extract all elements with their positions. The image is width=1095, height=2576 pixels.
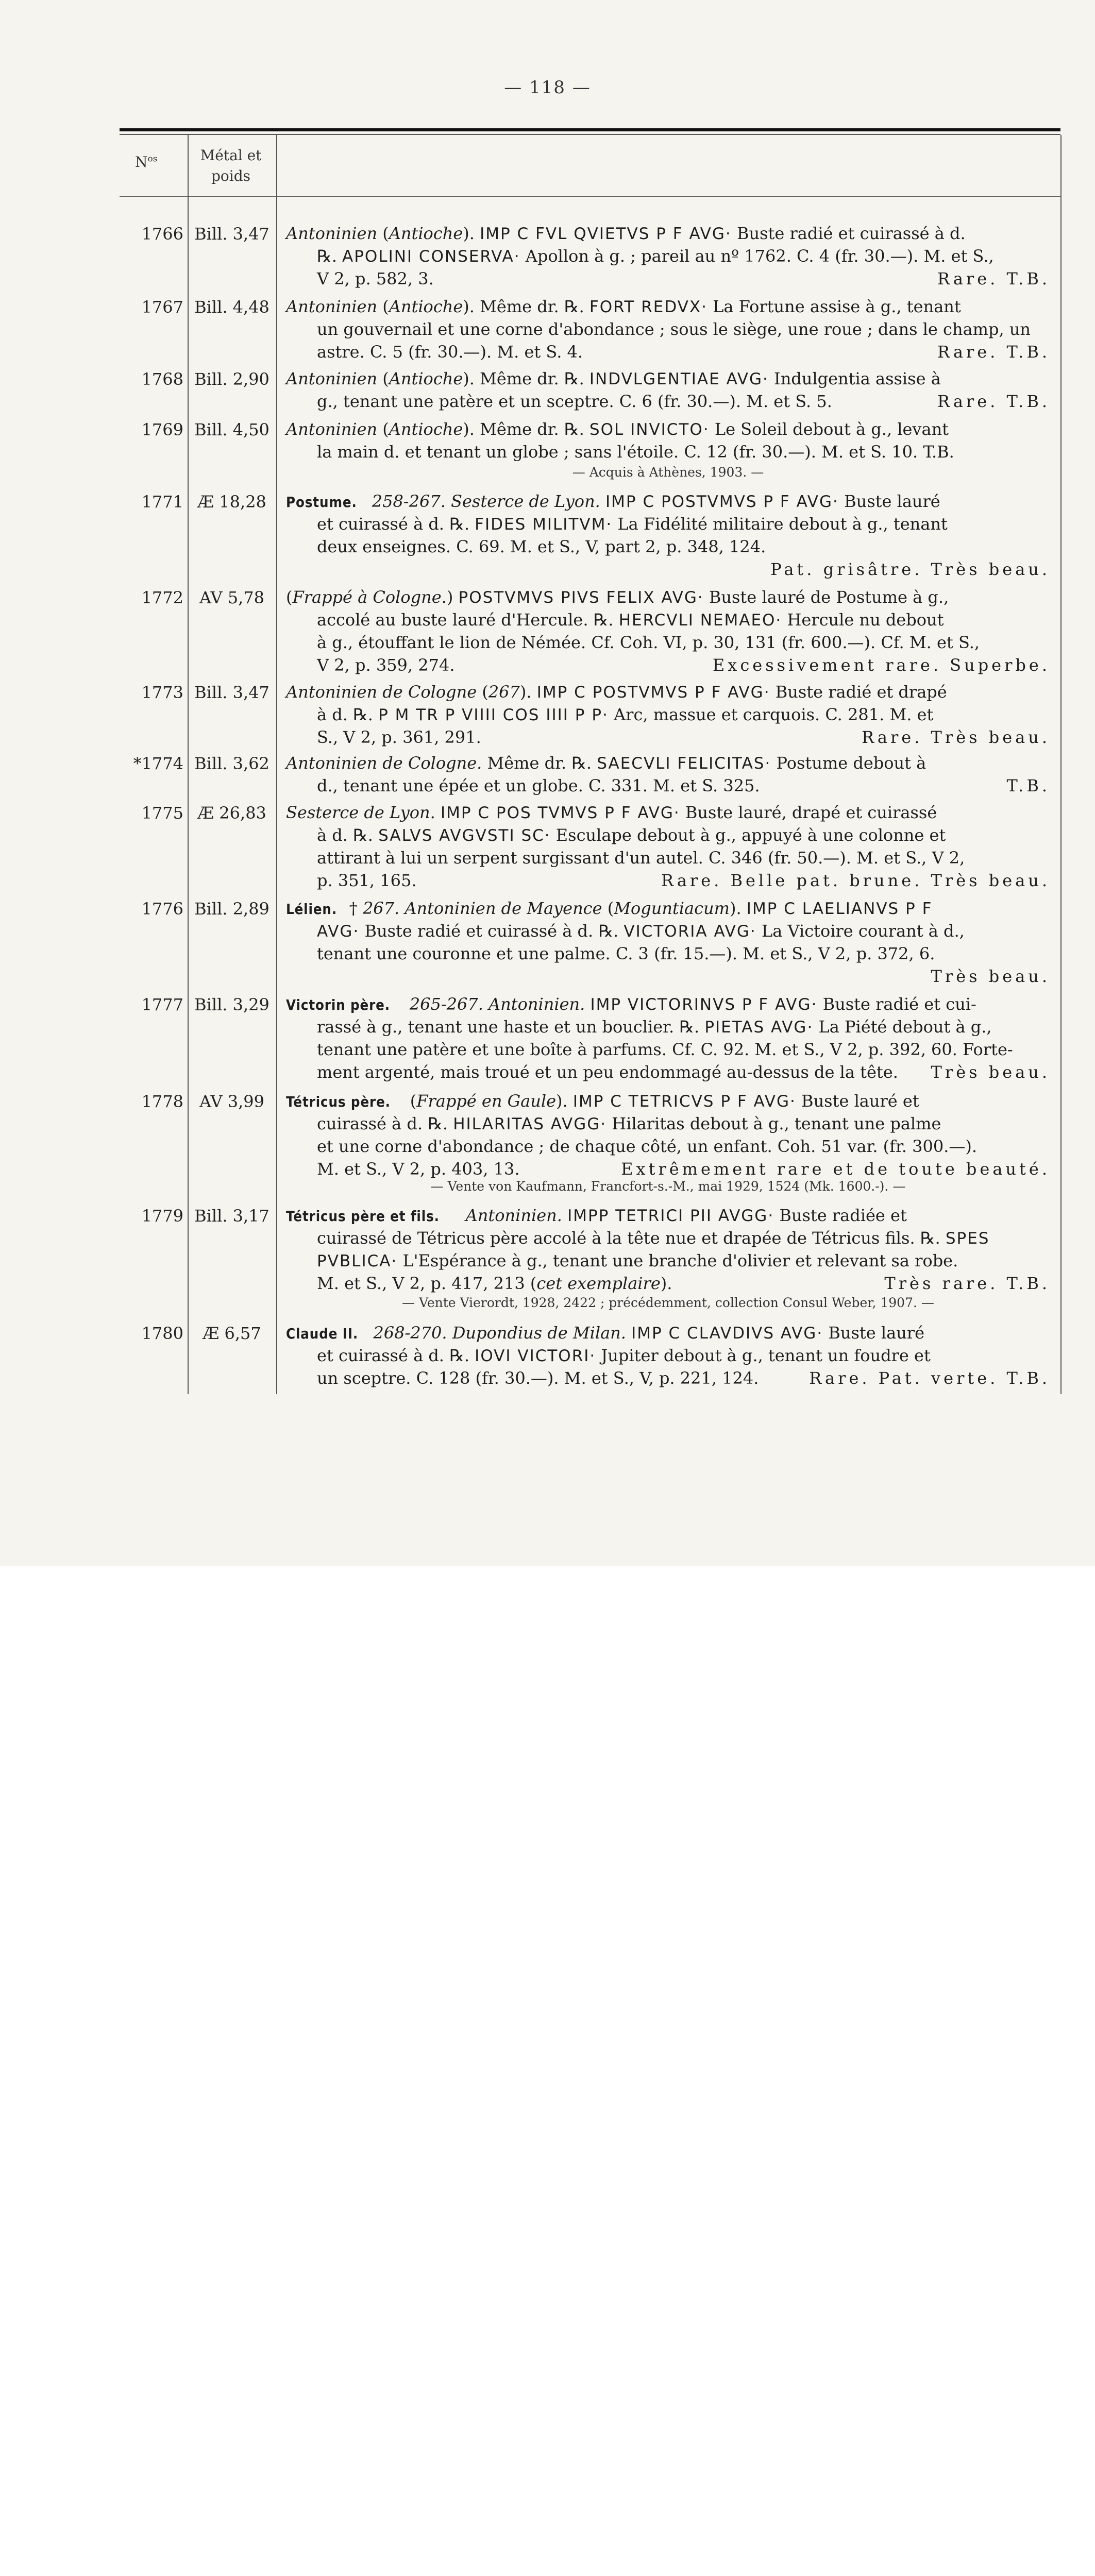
- emperor-name: Tétricus père et fils.: [286, 1208, 440, 1225]
- text-run: p. 351, 165.: [317, 871, 417, 890]
- entry-description-line: [286, 1322, 1050, 1345]
- entry-metal-weight: Bill. 3,29: [194, 995, 269, 1014]
- entry-description-line: [317, 1136, 1050, 1157]
- text-run: à d. ℞.: [317, 825, 379, 845]
- text-run: à g., étouffant le lion de Némée. Cf. Coh. VI, p. 30, 131 (fr. 600.—). Cf. M. et S.,: [317, 633, 980, 652]
- rarity-grade: Très beau.: [931, 967, 1050, 986]
- header-metal-label: Métal et poids: [200, 147, 262, 184]
- coin-legend: IMP C FVL QVIETVS P F AVG·: [480, 225, 732, 243]
- italic-text: Antioche: [389, 419, 463, 439]
- text-run: (: [405, 1091, 417, 1111]
- entry-description-line: [286, 296, 1050, 318]
- header-rule-thin: [120, 134, 1060, 135]
- rarity-grade: Rare. Très beau.: [862, 727, 1050, 747]
- entry-description-line: [317, 558, 1050, 580]
- text-run: [585, 994, 590, 1014]
- italic-text: Antioche: [389, 369, 463, 388]
- coin-legend: FORT REDVX·: [589, 298, 707, 316]
- entry-description-line: [317, 1273, 1050, 1294]
- italic-text: Antoninien: [286, 419, 378, 439]
- text-run: (: [286, 587, 293, 607]
- emperor-name: Claude II.: [286, 1325, 359, 1342]
- text-run: ): [446, 587, 459, 607]
- coin-legend: IMPP TETRICI PII AVGG·: [567, 1207, 774, 1225]
- entry-number: 1778: [141, 1092, 183, 1111]
- entry-description-line: [286, 368, 1050, 390]
- coin-legend: FIDES MILITVM·: [475, 515, 613, 534]
- text-run: [367, 492, 372, 511]
- coin-legend: APOLINI CONSERVA·: [342, 247, 520, 266]
- entry-description-line: [286, 1090, 1050, 1113]
- italic-text: Antoninien: [286, 224, 378, 243]
- text-run: à d. ℞.: [317, 705, 379, 724]
- text-run: Buste radié et drapé: [770, 682, 947, 702]
- coin-legend: AVG·: [317, 922, 360, 941]
- text-run: V 2, p. 359, 274.: [317, 655, 455, 675]
- rarity-grade: Rare. T.B.: [937, 392, 1050, 411]
- entry-description-line: [317, 654, 1050, 676]
- entry-description-line: [317, 920, 1050, 942]
- coin-legend: PIETAS AVG·: [704, 1018, 814, 1037]
- italic-text: 267: [488, 682, 520, 702]
- rarity-grade: Excessivement rare. Superbe.: [712, 655, 1050, 675]
- entry-description-line: [317, 726, 1050, 748]
- text-run: rassé à g., tenant une haste et un bouclier. ℞.: [317, 1017, 705, 1037]
- emperor-name: Tétricus père.: [286, 1093, 391, 1110]
- entry-metal-weight: Æ 18,28: [197, 492, 266, 512]
- entry-number: 1779: [141, 1206, 183, 1226]
- entry-description-line: [317, 268, 1050, 290]
- text-run: et cuirassé à d. ℞.: [317, 514, 475, 534]
- rarity-grade: T.B.: [1006, 776, 1050, 795]
- text-run: Même dr. ℞.: [482, 753, 597, 773]
- text-run: ). Même dr. ℞.: [463, 297, 589, 316]
- text-run: Esculape debout à g., appuyé à une colonne et: [550, 825, 946, 845]
- entry-description-line: [317, 1158, 1050, 1180]
- coin-legend: HERCVLI NEMAEO·: [618, 611, 782, 630]
- entry-description-line: [317, 513, 1050, 535]
- coin-legend: IMP C POSTVMVS P F AVG·: [536, 683, 770, 702]
- text-run: un gouvernail et une corne d'abondance ; sous le siège, une roue ; dans le champ, un: [317, 319, 1031, 339]
- coin-legend: HILARITAS AVGG·: [453, 1115, 607, 1133]
- rarity-grade: Extrêmement rare et de toute beauté.: [621, 1159, 1050, 1179]
- entry-description-line: [317, 318, 1050, 340]
- emperor-name: Lélien.: [286, 901, 338, 918]
- coin-legend: IMP C TETRICVS P F AVG·: [572, 1092, 796, 1111]
- text-run: (: [377, 224, 389, 243]
- italic-text: Antoninien de Cologne: [286, 682, 477, 702]
- provenance-note: — Acquis à Athènes, 1903. —: [572, 465, 764, 480]
- entry-description-line: [286, 802, 1050, 824]
- entry-description-line: [317, 847, 1050, 869]
- text-run: ). Même dr. ℞.: [463, 369, 589, 388]
- coin-legend: IMP C POSTVMVS P F AVG·: [605, 493, 839, 511]
- coin-legend: SAECVLI FELICITAS·: [597, 754, 771, 773]
- entry-description-line: [317, 870, 1050, 891]
- text-run: attirant à lui un serpent surgissant d'un autel. C. 346 (fr. 50.—). M. et S., V 2,: [317, 848, 965, 868]
- entry-number: 1776: [141, 899, 183, 919]
- text-run: Apollon à g. ; pareil au nº 1762. C. 4 (fr. 30.—). M. et S.,: [520, 246, 994, 266]
- text-run: Hilaritas debout à g., tenant une palme: [607, 1114, 941, 1133]
- text-run: [435, 803, 441, 822]
- text-run: deux enseignes. C. 69. M. et S., V, part 2, p. 348, 124.: [317, 537, 766, 556]
- entry-description-line: [317, 1345, 1050, 1367]
- text-run: et cuirassé à d. ℞.: [317, 1346, 475, 1365]
- text-run: Buste lauré, drapé et cuirassé: [680, 803, 937, 822]
- text-run: Buste radié et cuirassé à d. ℞.: [359, 921, 624, 941]
- text-run: (: [602, 899, 614, 918]
- coin-legend: IMP C POS TVMVS P F AVG·: [440, 804, 680, 822]
- entry-number: 1766: [141, 224, 183, 244]
- text-run: Postume debout à: [771, 753, 926, 773]
- entry-description-line: [317, 609, 1050, 631]
- italic-text: Sesterce de Lyon.: [286, 803, 435, 822]
- text-run: astre. C. 5 (fr. 30.—). M. et S. 4.: [317, 342, 583, 362]
- text-run: Buste radiée et: [774, 1206, 907, 1225]
- coin-legend: VICTORIA AVG·: [624, 922, 756, 941]
- entry-description-line: [317, 965, 1050, 987]
- text-run: M. et S., V 2, p. 403, 13.: [317, 1159, 520, 1179]
- entry-metal-weight: Æ 6,57: [203, 1324, 261, 1343]
- text-run: Indulgentia assise à: [768, 369, 941, 388]
- entry-description-line: [317, 536, 1050, 557]
- italic-text: Antoninien de Cologne.: [286, 753, 482, 773]
- entry-description-line: [317, 391, 1050, 412]
- text-run: La Piété debout à g.,: [813, 1017, 992, 1037]
- entry-number: 1773: [141, 683, 183, 702]
- entry-description-line: [317, 1113, 1050, 1135]
- column-divider: [188, 135, 189, 1394]
- rarity-grade: Rare. T.B.: [937, 269, 1050, 289]
- italic-text: 258-267. Sesterce de Lyon.: [372, 492, 600, 511]
- text-run: Arc, massue et carquois. C. 281. M. et: [608, 705, 934, 724]
- entry-description-line: [286, 223, 1050, 245]
- text-run: [461, 1206, 466, 1225]
- text-run: tenant une couronne et une palme. C. 3 (fr. 15.—). M. et S., V 2, p. 372, 6.: [317, 944, 935, 963]
- text-run: Buste lauré: [838, 492, 940, 511]
- entry-description-line: [317, 704, 1050, 726]
- entry-metal-weight: AV 5,78: [199, 588, 265, 607]
- entry-description-line: [317, 1016, 1050, 1038]
- entry-metal-weight: Bill. 3,47: [194, 224, 269, 244]
- entry-description-line: [286, 1205, 1050, 1227]
- entry-description-line: [286, 418, 1050, 440]
- text-run: ).: [729, 899, 747, 918]
- text-run: ).: [556, 1091, 573, 1111]
- text-run: ℞.: [317, 246, 343, 266]
- coin-legend: SOL INVICTO·: [589, 420, 710, 439]
- rarity-grade: Rare. Pat. verte. T.B.: [809, 1368, 1050, 1388]
- rarity-grade: Rare. T.B.: [937, 342, 1050, 362]
- entry-description-line: [286, 586, 1050, 608]
- text-run: (: [377, 297, 389, 316]
- text-run: ).: [463, 224, 480, 243]
- coin-legend: INDVLGENTIAE AVG·: [589, 370, 769, 388]
- text-run: Buste lauré de Postume à g.,: [703, 587, 949, 607]
- italic-text: Antoninien.: [465, 1206, 562, 1225]
- text-run: La Fidélité militaire debout à g., tenant: [612, 514, 948, 534]
- text-run: Le Soleil debout à g., levant: [709, 419, 949, 439]
- entry-description-line: [317, 245, 1050, 267]
- entry-metal-weight: Bill. 3,17: [194, 1206, 269, 1226]
- text-run: S., V 2, p. 361, 291.: [317, 727, 481, 747]
- text-run: ). Même dr. ℞.: [463, 419, 589, 439]
- italic-text: Frappé en Gaule: [416, 1091, 557, 1111]
- text-run: accolé au buste lauré d'Hercule. ℞.: [317, 610, 619, 630]
- text-run: g., tenant une patère et un sceptre. C. 6 (fr. 30.—). M. et S. 5.: [317, 392, 832, 411]
- text-run: (: [377, 369, 389, 388]
- entry-number: 1771: [141, 492, 183, 512]
- header-number-label: $N^{os}$: [135, 154, 158, 171]
- coin-legend: SALVS AVGVSTI SC·: [378, 826, 551, 845]
- entry-number: 1772: [141, 588, 183, 607]
- entry-description-line: [286, 681, 1050, 703]
- entry-description-line: [317, 632, 1050, 653]
- rarity-grade: Rare. Belle pat. brune. Très beau.: [661, 871, 1050, 890]
- entry-metal-weight: AV 3,99: [199, 1092, 265, 1111]
- coin-legend: IMP C LAELIANVS P F: [746, 900, 933, 918]
- header-rule-thick: [120, 128, 1060, 131]
- italic-text: Moguntiacum: [614, 899, 730, 918]
- entry-description-line: [317, 824, 1050, 846]
- text-run: V 2, p. 582, 3.: [317, 269, 434, 289]
- column-divider: [1060, 135, 1062, 1394]
- entry-number: 1769: [141, 420, 183, 439]
- entry-number: 1780: [141, 1324, 183, 1343]
- text-run: Buste radié et cuirassé à d.: [731, 224, 966, 243]
- emperor-name: Victorin père.: [286, 996, 391, 1013]
- text-run: (: [477, 682, 488, 702]
- text-run: [368, 1323, 373, 1343]
- entry-number: 1767: [141, 297, 183, 317]
- entry-description-line: [317, 1367, 1050, 1389]
- text-run: Buste radié et cui-: [817, 994, 976, 1014]
- entry-metal-weight: Bill. 4,48: [194, 297, 269, 317]
- text-run: [600, 492, 605, 511]
- column-divider: [276, 135, 277, 1394]
- text-run: La Fortune assise à g., tenant: [707, 297, 961, 316]
- text-run: M. et S., V 2, p. 417, 213 (: [317, 1274, 537, 1293]
- text-run: un sceptre. C. 128 (fr. 30.—). M. et S., V, p. 221, 124.: [317, 1368, 759, 1388]
- coin-legend: IOVI VICTORI·: [475, 1347, 596, 1365]
- text-run: L'Espérance à g., tenant une branche d'olivier et relevant sa robe.: [397, 1251, 958, 1270]
- text-run: cuirassé à d. ℞.: [317, 1114, 453, 1133]
- text-run: ).: [660, 1274, 672, 1293]
- text-run: ).: [519, 682, 537, 702]
- entry-number: *1774: [133, 754, 183, 773]
- italic-text: cet exemplaire: [536, 1274, 661, 1293]
- italic-text: 267. Antoninien de Mayence: [362, 899, 602, 918]
- provenance-note: — Vente Vierordt, 1928, 2422 ; précédemment, collection Consul Weber, 1907. —: [402, 1295, 934, 1310]
- text-run: La Victoire courant à d.,: [756, 921, 965, 941]
- text-run: ment argenté, mais troué et un peu endommagé au-dessus de la tête.: [317, 1062, 898, 1082]
- header-rule-bottom: [120, 196, 1060, 197]
- text-run: et une corne d'abondance ; de chaque côté, un enfant. Coh. 51 var. (fr. 300.—).: [317, 1137, 978, 1156]
- italic-text: Antoninien: [286, 369, 378, 388]
- text-run: d., tenant une épée et un globe. C. 331. M. et S. 325.: [317, 776, 760, 795]
- italic-text: Antioche: [389, 224, 463, 243]
- text-run: tenant une patère et une boîte à parfums. Cf. C. 92. M. et S., V 2, p. 392, 60. Forte-: [317, 1040, 1013, 1059]
- entry-description-line: [317, 943, 1050, 964]
- entry-metal-weight: Bill. 4,50: [194, 420, 269, 439]
- entry-description-line: [317, 1227, 1050, 1249]
- text-run: [405, 994, 410, 1014]
- coin-legend: PVBLICA·: [317, 1252, 398, 1270]
- text-run: [562, 1206, 567, 1225]
- coin-legend: IMP VICTORINVS P F AVG·: [590, 995, 818, 1014]
- text-run: [626, 1323, 631, 1343]
- entry-number: 1775: [141, 803, 183, 823]
- text-run: Buste lauré et: [796, 1091, 919, 1111]
- coin-legend: IMP C CLAVDIVS AVG·: [631, 1324, 823, 1343]
- entry-metal-weight: Æ 26,83: [197, 803, 266, 823]
- entry-description-line: [317, 1061, 1050, 1083]
- entry-description-line: [317, 1039, 1050, 1060]
- coin-legend: SPES: [945, 1229, 990, 1248]
- italic-text: 268-270. Dupondius de Milan.: [373, 1323, 626, 1343]
- emperor-name: Postume.: [286, 494, 357, 511]
- entry-description-line: [317, 341, 1050, 363]
- entry-metal-weight: Bill. 2,90: [194, 369, 269, 389]
- entry-description-line: [317, 441, 1050, 463]
- coin-legend: POSTVMVS PIVS FELIX AVG·: [458, 588, 704, 607]
- text-run: Jupiter debout à g., tenant un foudre et: [596, 1346, 931, 1365]
- entry-number: 1768: [141, 369, 183, 389]
- rarity-grade: Pat. grisâtre. Très beau.: [770, 560, 1050, 579]
- rarity-grade: Très rare. T.B.: [884, 1274, 1050, 1293]
- entry-number: 1777: [141, 995, 183, 1014]
- entry-metal-weight: Bill. 3,62: [194, 754, 269, 773]
- footer: [0, 1566, 1095, 1643]
- entry-description-line: [286, 752, 1050, 774]
- entry-metal-weight: Bill. 2,89: [194, 899, 269, 919]
- text-run: Buste lauré: [823, 1323, 925, 1343]
- italic-text: Antoninien: [286, 297, 378, 316]
- page-number: — 118 —: [504, 77, 591, 98]
- coin-legend: P M TR P VIIII COS IIII P P·: [378, 706, 609, 724]
- entry-description-line: [317, 775, 1050, 796]
- italic-text: Antioche: [389, 297, 463, 316]
- entry-description-line: [286, 993, 1050, 1016]
- italic-text: Frappé à Cologne.: [292, 587, 447, 607]
- text-run: (: [377, 419, 389, 439]
- rarity-grade: Très beau.: [931, 1062, 1050, 1082]
- entry-description-line: [286, 490, 1050, 513]
- italic-text: 265-267. Antoninien.: [409, 994, 585, 1014]
- provenance-note: — Vente von Kaufmann, Francfort-s.-M., mai 1929, 1524 (Mk. 1600.-). —: [430, 1179, 906, 1194]
- text-run: †: [344, 899, 363, 918]
- text-run: cuirassé de Tétricus père accolé à la tête nue et drapée de Tétricus fils. ℞.: [317, 1228, 946, 1248]
- text-run: Hercule nu debout: [782, 610, 944, 630]
- entry-metal-weight: Bill. 3,47: [194, 683, 269, 702]
- entry-description-line: [317, 1250, 1050, 1272]
- text-run: la main d. et tenant un globe ; sans l'étoile. C. 12 (fr. 30.—). M. et S. 10. T.B.: [317, 442, 954, 462]
- entry-description-line: [286, 897, 1050, 920]
